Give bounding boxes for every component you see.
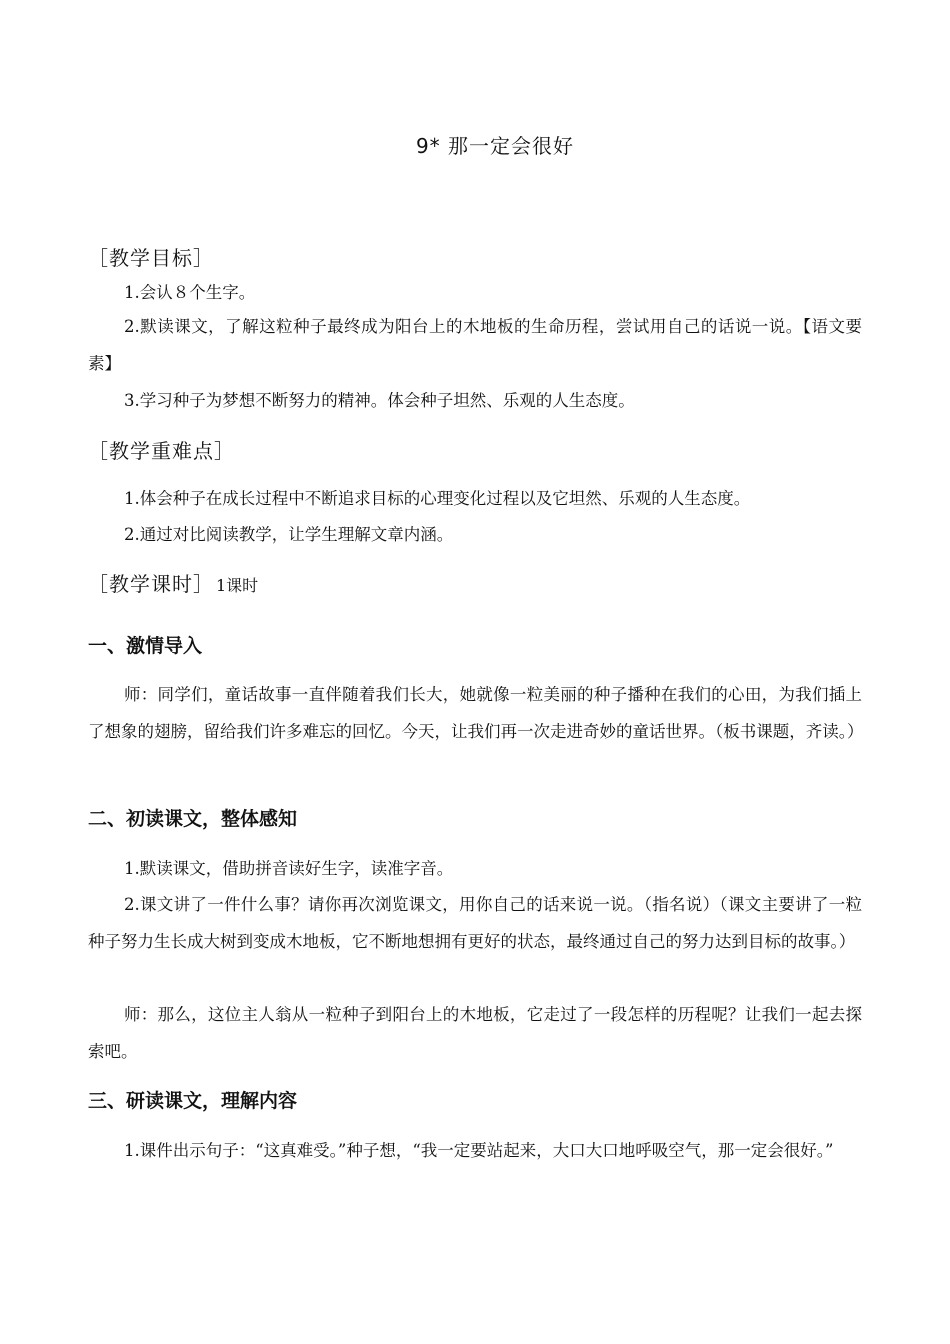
- section-heading-study: 三、研读课文，理解内容: [88, 1090, 298, 1112]
- section-heading-first-reading: 二、初读课文，整体感知: [88, 808, 298, 830]
- paragraph: 师：同学们，童话故事一直伴随着我们长大，她就像一粒美丽的种子播种在我们的心田，为我们插上了想象的翅膀，留给我们许多难忘的回忆。今天，让我们再一次走进奇妙的童话世界。（板书课题，齐读。）: [88, 685, 864, 741]
- key-point-item: 2.通过对比阅读教学，让学生理解文章内涵。: [124, 525, 454, 544]
- goals-heading: ［教学目标］: [88, 246, 214, 270]
- paragraph: 1.课件出示句子：“这真难受。”种子想，“我一定要站起来，大口大口地呼吸空气，那一定会很好。”: [124, 1141, 834, 1160]
- key-points-heading: ［教学重难点］: [88, 439, 235, 463]
- goal-item: 2.默读课文，了解这粒种子最终成为阳台上的木地板的生命历程，尝试用自己的话说一说。【语文要素】: [88, 317, 862, 373]
- periods-heading: [88, 568, 258, 597]
- lesson-title: 9* 那一定会很好: [415, 134, 575, 158]
- paragraph: 师：那么，这位主人翁从一粒种子到阳台上的木地板，它走过了一段怎样的历程呢？让我们一起去探索吧。: [88, 1005, 862, 1061]
- goal-item: 3.学习种子为梦想不断努力的精神。体会种子坦然、乐观的人生态度。: [124, 391, 635, 410]
- paragraph: 2.课文讲了一件什么事？请你再次浏览课文，用你自己的话来说一说。（指名说）（课文主要讲了一粒种子努力生长成大树到变成木地板，它不断地想拥有更好的状态，最终通过自己的努力达到目标的故事。）: [88, 895, 862, 951]
- periods-label: ［教学课时］: [88, 572, 214, 596]
- key-point-item: 1.体会种子在成长过程中不断追求目标的心理变化过程以及它坦然、乐观的人生态度。: [124, 489, 751, 508]
- goal-item: 1.会认８个生字。: [124, 283, 256, 302]
- paragraph: 1.默读课文，借助拼音读好生字，读准字音。: [124, 859, 454, 878]
- section-heading-intro: 一、激情导入: [88, 635, 203, 657]
- periods-value: 1课时: [216, 576, 259, 595]
